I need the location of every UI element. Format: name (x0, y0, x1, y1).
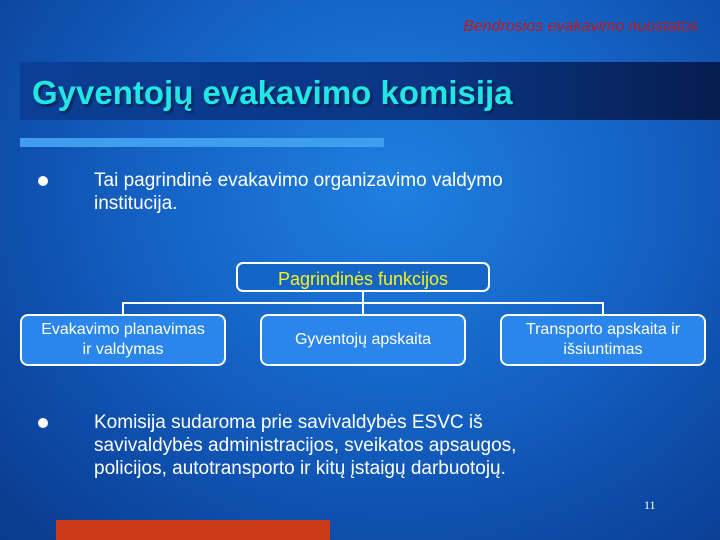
function-box-accounting (260, 314, 466, 366)
bullet-text-2 (94, 411, 516, 480)
connector-line (362, 292, 364, 302)
function-box-label: Gyventojų apskaita (294, 331, 432, 348)
bullet-icon (38, 176, 48, 186)
section-header: Bendrosios evakavimo nuostatos (463, 18, 698, 35)
function-box-label: Evakavimo planavimas (41, 321, 205, 338)
bullet-text-1-line1: Tai pagrindinė evakavimo organizavimo valdymo (94, 170, 503, 191)
bullet-text-2-line2: savivaldybės administracijos, sveikatos apsaugos, (94, 435, 517, 456)
function-box-label: ir valdymas (82, 341, 164, 358)
function-box-label: Transporto apskaita ir (525, 321, 681, 338)
bullet-text-2-line1: Komisija sudaroma prie savivaldybės ESVC iš (94, 412, 483, 433)
bullet-icon (38, 418, 48, 428)
slide-title: Gyventojų evakavimo komisija (32, 74, 513, 111)
bullet-text-1-line2: institucija. (94, 193, 178, 214)
bullet-text-2-line3: policijos, autotransporto ir kitų įstaigų darbuotojų. (94, 458, 506, 479)
title-underline (20, 138, 384, 147)
connector-line (602, 302, 604, 314)
connector-line (122, 302, 124, 314)
bullet-text-1 (94, 169, 503, 215)
connector-line (362, 302, 364, 314)
function-box-label: išsiuntimas (563, 341, 643, 358)
function-box-transport (500, 314, 706, 366)
bottom-accent-bar (56, 520, 330, 540)
function-box-planning (20, 314, 226, 366)
page-number: 11 (644, 498, 656, 512)
diagram-center-box: Pagrindinės funkcijos (236, 262, 490, 292)
